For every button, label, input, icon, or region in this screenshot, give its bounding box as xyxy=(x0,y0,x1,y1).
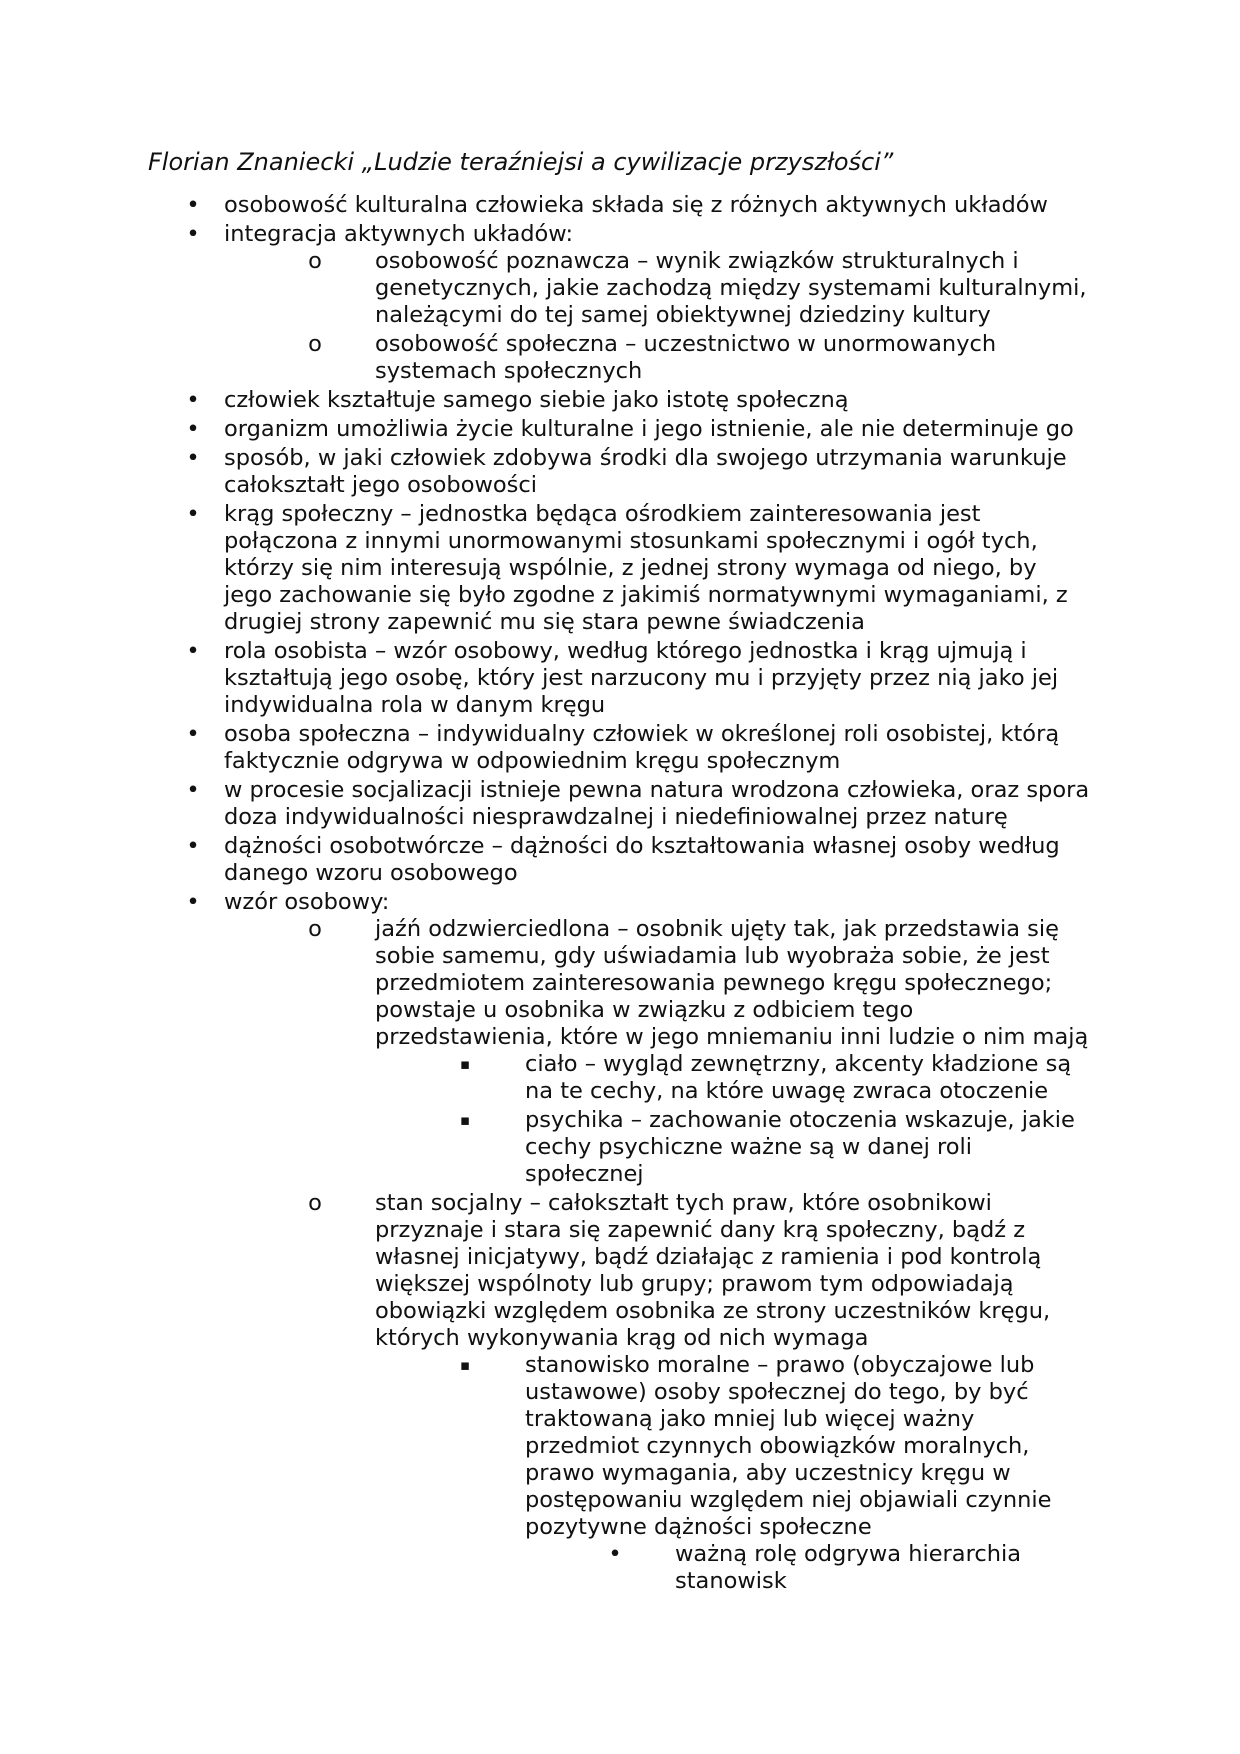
bullet-icon: • xyxy=(186,445,200,471)
list-item: ▪ stanowisko moralne – prawo (obyczajowe lub ustawowe) osoby społecznej do tego, by być traktowaną jako mniej lub więcej ważny przedmiot czynnych obowiązków moralnych, prawo wymagania, aby uczestnicy kręgu w postępowaniu względem niej objawiali czynnie pozytywne dążności społeczne • ważną rolę odgrywa hierarchia stanowisk xyxy=(450,1352,1090,1595)
bullet-icon: • xyxy=(186,221,200,247)
bullet-icon: • xyxy=(186,501,200,527)
bullet-icon: • xyxy=(186,192,200,218)
circle-bullet-icon: o xyxy=(308,916,322,942)
outline-list xyxy=(148,192,1090,1595)
list-item: • osoba społeczna – indywidualny człowiek w określonej roli osobistej, którą faktycznie odgrywa w odpowiednim kręgu społecznym xyxy=(148,721,1090,775)
list-item: • rola osobista – wzór osobowy, według którego jednostka i krąg ujmują i kształtują jego osobę, który jest narzucony mu i przyjęty przez nią jako jej indywidualna rola w danym kręgu xyxy=(148,638,1090,719)
sub-sub-list xyxy=(450,1051,1090,1188)
list-item: • w procesie socjalizacji istnieje pewna natura wrodzona człowieka, oraz spora doza indywidualności niesprawdzalnej i niedefiniowalnej przez naturę xyxy=(148,777,1090,831)
list-item: o osobowość poznawcza – wynik związków strukturalnych i genetycznych, jakie zachodzą między systemami kulturalnymi, należącymi do tej samej obiektywnej dziedziny kultury xyxy=(300,248,1090,329)
list-item: ▪ ciało – wygląd zewnętrzny, akcenty kładzione są na te cechy, na które uwagę zwraca otoczenie xyxy=(450,1051,1090,1105)
bullet-icon: • xyxy=(186,638,200,664)
bullet-icon: • xyxy=(186,777,200,803)
sub-list xyxy=(300,916,1090,1595)
bullet-icon: • xyxy=(186,889,200,915)
list-item: o osobowość społeczna – uczestnictwo w unormowanych systemach społecznych xyxy=(300,331,1090,385)
list-item: • osobowość kulturalna człowieka składa się z różnych aktywnych układów xyxy=(148,192,1090,219)
list-item: • dążności osobotwórcze – dążności do kształtowania własnej osoby według danego wzoru osobowego xyxy=(148,833,1090,887)
bullet-icon: • xyxy=(186,721,200,747)
list-item: • człowiek kształtuje samego siebie jako istotę społeczną xyxy=(148,387,1090,414)
list-item: ▪ psychika – zachowanie otoczenia wskazuje, jakie cechy psychiczne ważne są w danej roli społecznej xyxy=(450,1107,1090,1188)
bullet-icon: • xyxy=(186,833,200,859)
bullet-icon: • xyxy=(608,1541,622,1567)
circle-bullet-icon: o xyxy=(308,1190,322,1216)
list-item: • organizm umożliwia życie kulturalne i jego istnienie, ale nie determinuje go xyxy=(148,416,1090,443)
list-item: • sposób, w jaki człowiek zdobywa środki dla swojego utrzymania warunkuje całokształt jego osobowości xyxy=(148,445,1090,499)
document-title: Florian Znaniecki „Ludzie teraźniejsi a cywilizacje przyszłości” xyxy=(148,148,894,176)
sub-sub-list xyxy=(450,1352,1090,1595)
square-bullet-icon: ▪ xyxy=(459,1356,471,1374)
list-item: • krąg społeczny – jednostka będąca ośrodkiem zainteresowania jest połączona z innymi unormowanymi stosunkami społecznymi i ogół tych, którzy się nim interesują wspólnie, z jednej strony wymaga od niego, by jego zachowanie się było zgodne z jakimiś normatywnymi wymaganiami, z drugiej strony zapewnić mu się stara pewne świadczenia xyxy=(148,501,1090,636)
list-item: o jaźń odzwierciedlona – osobnik ujęty tak, jak przedstawia się sobie samemu, gdy uświadamia lub wyobraża sobie, że jest przedmiotem zainteresowania pewnego kręgu społecznego; powstaje u osobnika w związku z odbiciem tego przedstawienia, które w jego mniemaniu inni ludzie o nim mają ▪ ciało – wygląd zewnętrzny, akcenty kładzione są na te cechy, na które uwagę zwraca otoczenie ▪ psychika – zachowanie otoczenia wskazuje, jakie cechy psychiczne ważne są w danej roli społecznej xyxy=(300,916,1090,1188)
list-item: • integracja aktywnych układów: o osobowość poznawcza – wynik związków strukturalnych i genetycznych, jakie zachodzą między systemami kulturalnymi, należącymi do tej samej obiektywnej dziedziny kultury o osobowość społeczna – uczestnictwo w unormowanych systemach społecznych xyxy=(148,221,1090,385)
bullet-icon: • xyxy=(186,387,200,413)
bullet-icon: • xyxy=(186,416,200,442)
list-item: • ważną rolę odgrywa hierarchia stanowisk xyxy=(600,1541,1090,1595)
square-bullet-icon: ▪ xyxy=(459,1111,471,1129)
circle-bullet-icon: o xyxy=(308,331,322,357)
list-item: o stan socjalny – całokształt tych praw, które osobnikowi przyznaje i stara się zapewnić dany krą społeczny, bądź z własnej inicjatywy, bądź działając z ramienia i pod kontrolą większej wspólnoty lub grupy; prawom tym odpowiadają obowiązki względem osobnika ze strony uczestników kręgu, których wykonywania krąg od nich wymaga ▪ stanowisko moralne – prawo (obyczajowe lub ustawowe) osoby społecznej do tego, by być traktowaną jako mniej lub więcej ważny przedmiot czynnych obowiązków moralnych, prawo wymagania, aby uczestnicy kręgu w postępowaniu względem niej objawiali czynnie pozytywne dążności społeczne • ważną rolę odgrywa hierarchia stanowisk xyxy=(300,1190,1090,1595)
list-item: • wzór osobowy: o jaźń odzwierciedlona – osobnik ujęty tak, jak przedstawia się sobie samemu, gdy uświadamia lub wyobraża sobie, że jest przedmiotem zainteresowania pewnego kręgu społecznego; powstaje u osobnika w związku z odbiciem tego przedstawienia, które w jego mniemaniu inni ludzie o nim mają ▪ ciało – wygląd zewnętrzny, akcenty kładzione są na te cechy, na które uwagę zwraca otoczenie ▪ psychika – zachowanie otoczenia wskazuje, jakie cechy psychiczne ważne są w danej roli społecznej o stan socjalny – całokształt tych praw, które osobnikowi przyznaje i stara się zapewnić dany krą społeczny, bądź z własnej inicjatywy, bądź działając z ramienia i pod kontrolą większej wspólnoty lub grupy; prawom tym odpowiadają obowiązki względem osobnika ze strony uczestników kręgu, których wykonywania krąg od nich wymaga ▪ stanowisko moralne – prawo (obyczajowe lub ustawowe) osoby społecznej do tego, by być traktowaną jako mniej lub więcej ważny przedmiot czynnych obowiązków moralnych, prawo wymagania, aby uczestnicy kręgu w postępowaniu względem niej objawiali czynnie pozytywne dążności społeczne • ważną rolę odgrywa hierarchia stanowisk xyxy=(148,889,1090,1595)
deep-list xyxy=(600,1541,1090,1595)
square-bullet-icon: ▪ xyxy=(459,1055,471,1073)
sub-list xyxy=(300,248,1090,385)
circle-bullet-icon: o xyxy=(308,248,322,274)
